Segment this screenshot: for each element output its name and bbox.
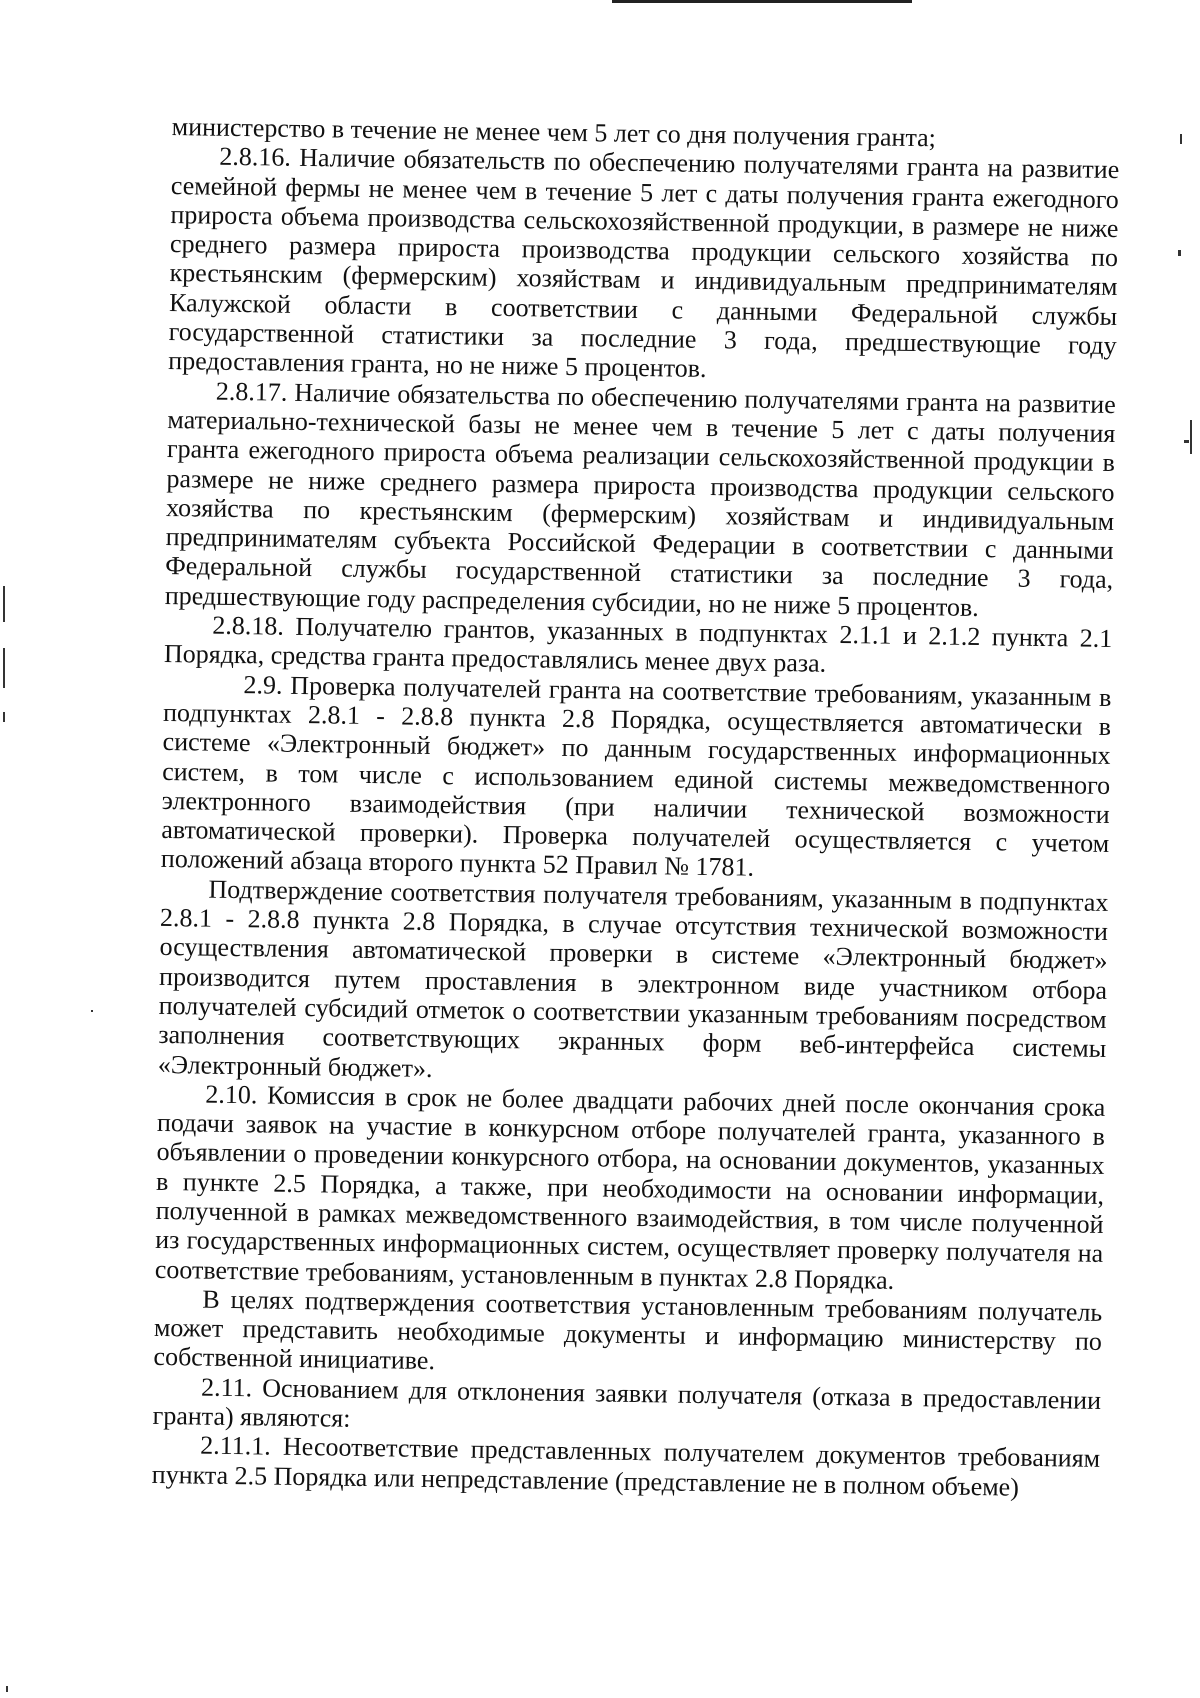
scan-speck: [1178, 250, 1181, 256]
clause-2-11: 2.11. Основанием для отклонения заявки получателя (отказа в предоставлении гранта) являются:: [152, 1372, 1102, 1433]
scan-speck: [1190, 420, 1192, 454]
scan-edge-line: [612, 0, 912, 3]
scan-speck: [91, 1010, 93, 1012]
paragraph-own-initiative: В целях подтверждения соответствия установленным требованиям получатель может представить необходимые документы и информацию министерству по собственной инициативе.: [153, 1284, 1103, 1376]
scan-speck: [6, 1686, 8, 1692]
clause-2-11-1: 2.11.1. Несоответствие представленных получателем документов требованиям пункта 2.5 Порядка или непредставление (представление не в полном объеме): [151, 1430, 1101, 1502]
clause-2-8-18: 2.8.18. Получателю грантов, указанных в подпунктах 2.1.1 и 2.1.2 пункта 2.1 Порядка, средства гранта предоставлялись менее двух раза.: [163, 610, 1113, 679]
paragraph-confirmation: Подтверждение соответствия получателя требованиям, указанным в подпунктах 2.8.1 - 2.8.8 пункта 2.8 Порядка, в случае отсутствия технической возможности осуществления автоматической проверки в системе «Электронный бюджет» производится путем проставления в электронном виде участником отбора получателей субсидий отметок о соответствии указанным требованиям посредством заполнения соответствующих экранных форм веб-интерфейса системы «Электронный бюджет».: [157, 874, 1109, 1083]
clause-2-8-17: 2.8.17. Наличие обязательства по обеспечению получателями гранта на развитие материально-технической базы не менее чем в течение 5 лет с даты получения гранта ежегодного прироста объема реализации сельскохозяйственной продукции в размере не ниже среднего размера прироста производства продукции сельского хозяйства по крестьянским (фермерским) хозяйствам и индивидуальным предпринимателям субъекта Российской Федерации в соответствии с данными Федеральной службы государственной статистики за последние 3 года, предшествующие году распределения субсидии, но не ниже 5 процентов.: [164, 376, 1116, 622]
scan-speck: [1180, 134, 1182, 144]
clause-2-8-16: 2.8.16. Наличие обязательств по обеспечению получателями гранта на развитие семейной фермы не менее чем в течение 5 лет с даты получения гранта ежегодного прироста объема производства сельскохозяйственной продукции, в размере не ниже среднего размера прироста производства продукции сельского хозяйства по крестьянским (фермерским) хозяйствам и индивидуальным предпринимателям Калужской области в соответствии с данными Федеральной службы государственной статистики за последние 3 года, предшествующие году предоставления гранта, но не ниже 5 процентов.: [168, 142, 1120, 384]
clause-2-9: 2.9. Проверка получателей гранта на соответствие требованиям, указанным в подпунктах 2.8.1 - 2.8.8 пункта 2.8 Порядка, осуществляется автоматически в системе «Электронный бюджет» по данным государственных информационных систем, в том числе с использованием единой системы межведомственного электронного взаимодействия (при наличии технической возможности автоматической проверки). Проверка получателей осуществляется с учетом положений абзаца второго пункта 52 Правил № 1781.: [160, 669, 1112, 883]
scan-speck: [3, 586, 5, 622]
scan-speck: [1184, 440, 1189, 443]
paragraph-continuation: министерство в течение не менее чем 5 лет со дня получения гранта;: [171, 112, 937, 153]
document-page: [152, 112, 1120, 1503]
clause-2-10: 2.10. Комиссия в срок не более двадцати рабочих дней после окончания срока подачи заявок на участие в конкурсном отборе получателей гранта, указанного в объявлении о проведении конкурсного отбора, на основании документов, указанных в пункте 2.5 Порядка, а также, при необходимости на основании информации, полученной в рамках межведомственного взаимодействия, в том числе полученной из государственных информационных систем, осуществляет проверку получателя на соответствие требованиям, установленным в пунктах 2.8 Порядка.: [154, 1079, 1106, 1295]
scan-speck: [3, 648, 5, 688]
scan-speck: [3, 712, 5, 722]
